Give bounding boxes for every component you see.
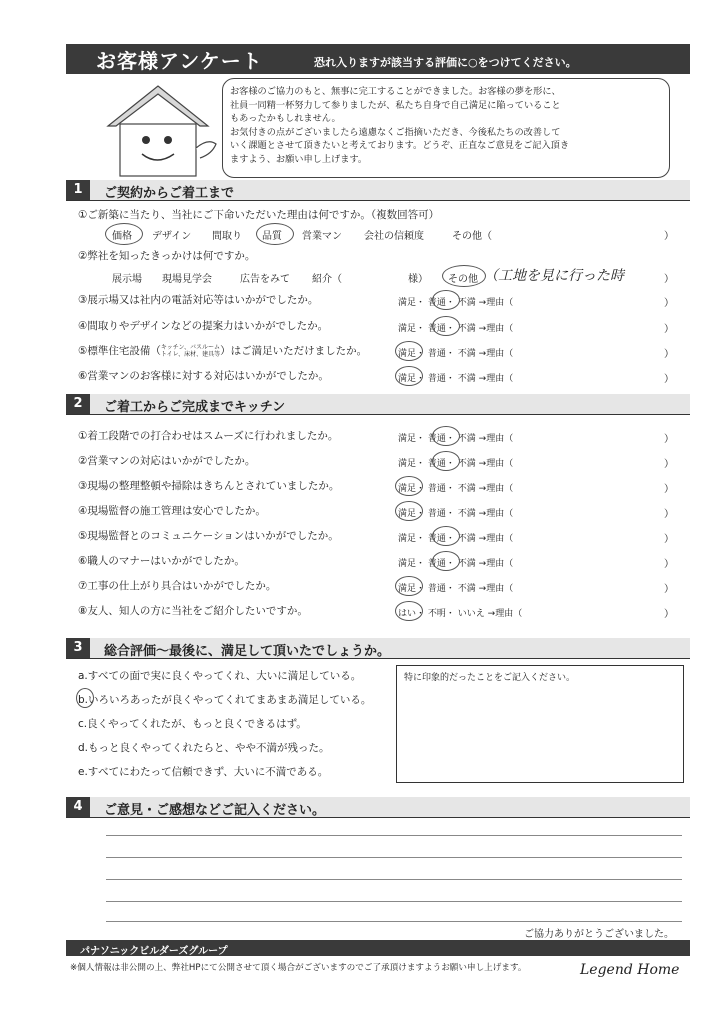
comment-label: 特に印象的だったことをご記入ください。 (404, 673, 576, 683)
reason-label: →理由（ (478, 324, 514, 334)
s2-question: ②営業マンの対応はいかがでしたか。 (78, 455, 256, 467)
rating-satisfied[interactable]: 満足 (398, 584, 417, 594)
writing-line[interactable] (106, 835, 682, 836)
intro-text: お客様のご協力のもと、無事に完工することができました。お客様の夢を形に、 社員一同精一杯努力して参りましたが、私たち自身で自己満足に陥っていること もあったかもしれません。 お気付きの点がございましたら遠慮なくご指摘いただき、今後私たちの改善して いく課題とさせて頂きたいと考えております。どうぞ、正直なご意見をご記入頂き ますよう、お願い申し上げます。 (230, 86, 570, 165)
s1-q1-option[interactable]: 間取り (212, 231, 242, 242)
company-logo: Legend Home (580, 962, 680, 978)
rating-unsatisfied[interactable]: 不満 (457, 484, 476, 494)
answer-circle (432, 451, 460, 471)
house-mascot-icon (96, 78, 226, 178)
s3-option[interactable]: a.すべての面で実に良くやってくれ、大いに満足している。 (78, 670, 362, 682)
rating-normal[interactable]: 普通 (427, 298, 446, 308)
rating-normal[interactable]: 普通 (427, 434, 446, 444)
recommend-yes[interactable]: はい (398, 609, 417, 619)
close-paren: ） (664, 459, 674, 470)
rating-unsatisfied[interactable]: 不満 (457, 349, 476, 359)
writing-line[interactable] (106, 857, 682, 858)
close-paren: ） (664, 374, 674, 385)
close-paren: ） (664, 509, 674, 520)
answer-circle (105, 223, 143, 245)
answer-circle (395, 501, 423, 521)
thanks-text: ご協力ありがとうございました。 (524, 929, 674, 940)
rating-unsatisfied[interactable]: 不満 (457, 434, 476, 444)
s2-question: ④現場監督の施工管理は安心でしたか。 (78, 505, 266, 517)
close-paren: ） (664, 534, 674, 545)
rating-normal[interactable]: 普通 (427, 349, 446, 359)
page-title: お客様アンケート (96, 49, 263, 73)
writing-line[interactable] (106, 921, 682, 922)
reason-label: →理由（ (478, 434, 514, 444)
rating-row: 満足・ 普通・ 不満 →理由（ (398, 534, 514, 544)
section4-number: 4 (66, 797, 90, 817)
reason-label: →理由（ (478, 559, 514, 569)
rating-row: 満足・ 普通・ 不満 →理由（ (398, 434, 514, 444)
reason-label: →理由（ (478, 584, 514, 594)
close-paren: ） (664, 349, 674, 360)
rating-satisfied[interactable]: 満足 (398, 509, 417, 519)
recommend-no[interactable]: いいえ (457, 609, 485, 619)
rating-satisfied[interactable]: 満足 (398, 484, 417, 494)
rating-normal[interactable]: 普通 (427, 374, 446, 384)
s1-q1: ①ご新築に当たり、当社にご下命いただいた理由は何ですか。（複数回答可） (78, 209, 440, 221)
rating-row: 満足・ 普通・ 不満 →理由（ (398, 559, 514, 569)
s1-q6: ⑥営業マンのお客様に対する対応はいかがでしたか。 (78, 370, 329, 382)
rating-unsatisfied[interactable]: 不満 (457, 534, 476, 544)
writing-line[interactable] (106, 879, 682, 880)
rating-row: 満足・ 普通・ 不満 →理由（ (398, 584, 514, 594)
close-paren: ） (664, 584, 674, 595)
close-paren: ） (664, 298, 674, 309)
rating-satisfied[interactable]: 満足 (398, 298, 417, 308)
s2-question: ⑦工事の仕上がり具合はいかがでしたか。 (78, 580, 277, 592)
rating-row: 満足・ 普通・ 不満 →理由（ (398, 509, 514, 519)
close-paren: ） (664, 559, 674, 570)
rating-row: 満足・ 普通・ 不満 →理由（ (398, 484, 514, 494)
rating-unsatisfied[interactable]: 不満 (457, 509, 476, 519)
rating-row: 満足・ 普通・ 不満 →理由（ (398, 324, 514, 334)
answer-circle (395, 341, 423, 361)
section1-number: 1 (66, 180, 90, 200)
rating-unsatisfied[interactable]: 不満 (457, 459, 476, 469)
rating-satisfied[interactable]: 満足 (398, 349, 417, 359)
s2-question: ③現場の整理整頓や掃除はきちんとされていましたか。 (78, 480, 340, 492)
s1-q2-option[interactable]: 展示場 (112, 274, 142, 285)
section3-number: 3 (66, 638, 90, 658)
close-paren: ） (664, 324, 674, 335)
reason-label: →理由（ (478, 459, 514, 469)
rating-normal[interactable]: 普通 (427, 324, 446, 334)
reason-label: →理由（ (478, 509, 514, 519)
s3-option[interactable]: b.いろいろあったが良くやってくれてまあまあ満足している。 (78, 694, 372, 706)
s1-q5: ⑤標準住宅設備（キッチン、バスルーム トイレ、床材、建具等）はご満足いただけましたか。 (78, 344, 368, 358)
reason-label: →理由（ (478, 374, 514, 384)
rating-row: 満足・ 普通・ 不満 →理由（ (398, 459, 514, 469)
rating-normal[interactable]: 普通 (427, 559, 446, 569)
recommend-row: はい・ 不明・ いいえ →理由（ (398, 609, 523, 619)
section1-title: ご契約からご着工まで (104, 186, 235, 201)
section2-title: ご着工からご完成までキッチン (104, 400, 286, 415)
rating-row: 満足・ 普通・ 不満 →理由（ (398, 298, 514, 308)
answer-circle (432, 316, 460, 336)
s2-question: ①着工段階での打合わせはスムーズに行われましたか。 (78, 430, 339, 442)
group-name: パナソニックビルダーズグループ (80, 946, 228, 957)
rating-satisfied[interactable]: 満足 (398, 324, 417, 334)
s1-q2-option[interactable]: 現場見学会 (162, 274, 212, 285)
answer-circle (395, 366, 423, 386)
s1-q2-option[interactable]: その他 (448, 274, 478, 285)
reason-label: →理由（ (478, 534, 514, 544)
s1-q2: ②弊社を知ったきっかけは何ですか。 (78, 250, 256, 262)
rating-normal[interactable]: 普通 (427, 584, 446, 594)
handwritten-answer: （工地を見に行った時 (484, 268, 624, 284)
answer-circle (76, 688, 94, 708)
rating-satisfied[interactable]: 満足 (398, 459, 417, 469)
rating-satisfied[interactable]: 満足 (398, 374, 417, 384)
privacy-note: ※個人情報は非公開の上、弊社HPにて公開させて頂く場合がございますのでご了承頂けますようお願い申し上げます。 (70, 963, 527, 973)
s1-q1-option[interactable]: デザイン (152, 231, 192, 242)
answer-circle (395, 476, 423, 496)
rating-normal[interactable]: 普通 (427, 484, 446, 494)
s1-q1-option[interactable]: その他（ (452, 231, 492, 242)
s2-question: ⑥職人のマナーはいかがでしたか。 (78, 555, 245, 567)
answer-circle (395, 576, 423, 596)
close-paren: ） (664, 231, 674, 242)
s1-q4: ④間取りやデザインなどの提案力はいかがでしたか。 (78, 320, 329, 332)
s1-q1-option[interactable]: 営業マン (302, 231, 342, 242)
s1-q3: ③展示場又は社内の電話対応等はいかがでしたか。 (78, 294, 319, 306)
answer-circle (432, 526, 460, 546)
reason-label: →理由（ (487, 609, 523, 619)
reason-label: →理由（ (478, 484, 514, 494)
s3-option[interactable]: d.もっと良くやってくれたらと、やや不満が残った。 (78, 742, 330, 754)
rating-normal[interactable]: 普通 (427, 534, 446, 544)
s1-q2-option[interactable]: 様） (408, 274, 428, 285)
rating-normal[interactable]: 普通 (427, 459, 446, 469)
rating-unsatisfied[interactable]: 不満 (457, 584, 476, 594)
s1-q2-option[interactable]: 紹介（ (312, 274, 342, 285)
s1-q2-option[interactable]: 広告をみて (240, 274, 290, 285)
answer-circle (256, 223, 294, 245)
close-paren: ） (664, 484, 674, 495)
answer-circle (432, 290, 460, 310)
rating-unsatisfied[interactable]: 不満 (457, 298, 476, 308)
recommend-unknown[interactable]: 不明 (427, 609, 446, 619)
s1-q1-option[interactable]: 会社の信頼度 (364, 231, 424, 242)
answer-circle (442, 265, 486, 287)
rating-satisfied[interactable]: 満足 (398, 434, 417, 444)
rating-row: 満足・ 普通・ 不満 →理由（ (398, 349, 514, 359)
instruction-text: 恐れ入りますが該当する評価に○をつけてください。 (314, 56, 577, 69)
answer-circle (432, 551, 460, 571)
section3-title: 総合評価〜最後に、満足して頂いたでしょうか。 (104, 644, 391, 659)
rating-unsatisfied[interactable]: 不満 (457, 324, 476, 334)
close-paren: ） (664, 434, 674, 445)
rating-satisfied[interactable]: 満足 (398, 559, 417, 569)
answer-circle (432, 426, 460, 446)
s3-option[interactable]: c.良くやってくれたが、もっと良くできるはず。 (78, 718, 307, 730)
close-paren: ） (664, 609, 674, 620)
s2-question: ⑧友人、知人の方に当社をご紹介したいですか。 (78, 605, 308, 617)
reason-label: →理由（ (478, 298, 514, 308)
rating-unsatisfied[interactable]: 不満 (457, 374, 476, 384)
writing-line[interactable] (106, 901, 682, 902)
close-paren: ） (664, 274, 674, 285)
section2-number: 2 (66, 394, 90, 414)
s3-option[interactable]: e.すべてにわたって信頼できず、大いに不満である。 (78, 766, 329, 778)
section4-title: ご意見・ご感想などご記入ください。 (104, 803, 326, 818)
s1-q1-option[interactable]: 価格 (112, 231, 132, 242)
s2-question: ⑤現場監督とのコミュニケーションはいかがでしたか。 (78, 530, 339, 542)
answer-circle (395, 601, 423, 621)
rating-normal[interactable]: 普通 (427, 509, 446, 519)
reason-label: →理由（ (478, 349, 514, 359)
s1-q1-option[interactable]: 品質 (262, 231, 282, 242)
rating-satisfied[interactable]: 満足 (398, 534, 417, 544)
rating-unsatisfied[interactable]: 不満 (457, 559, 476, 569)
rating-row: 満足・ 普通・ 不満 →理由（ (398, 374, 514, 384)
